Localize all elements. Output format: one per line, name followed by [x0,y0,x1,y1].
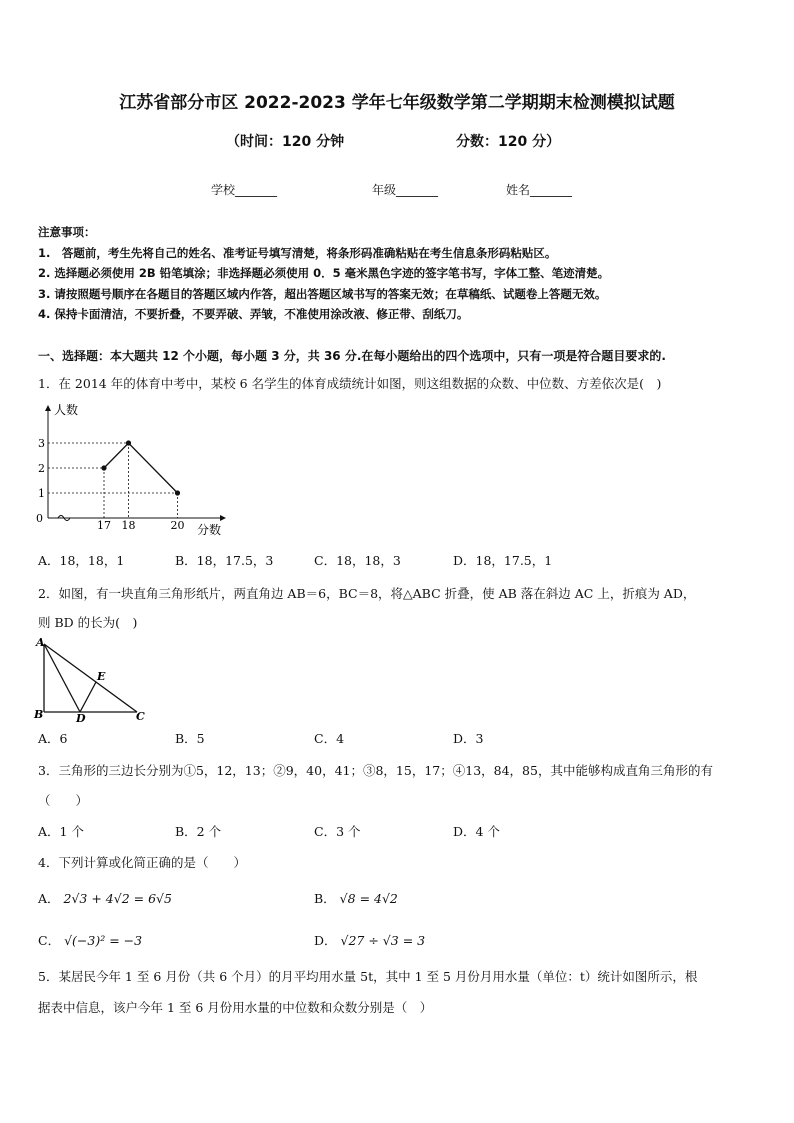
q4-option-b-label: B． [314,891,336,906]
vertex-d: D [76,712,86,725]
y-tick-label: 3 [38,437,45,450]
q2-option-b[interactable]: B．5 [175,731,205,746]
section-heading: 一、选择题：本大题共 12 个小题，每小题 3 分，共 36 分.在每小题给出的四个选项中，只有一项是符合题目要求的. [38,349,666,363]
exam-score: 分数：120 分） [456,134,561,150]
data-point [126,440,131,445]
question-5-text-line2: 据表中信息，该户今年 1 至 6 月份用水量的中位数和众数分别是（ ） [38,1000,433,1015]
vertex-b: B [34,708,44,721]
note-item: 2. 选择题必须使用 2B 铅笔填涂；非选择题必须使用 0．5 毫米黑色字迹的签字笔书写，字体工整、笔迹清楚。 [38,266,610,280]
exam-time: （时间：120 分钟 [226,134,345,150]
q4-option-b-math: √8 = 4√2 [339,891,398,906]
question-2-text-line2: 则 BD 的长为( ) [38,615,138,630]
q4-option-c[interactable] [38,931,142,949]
note-item: 4. 保持卡面清洁，不要折叠，不要弄破、弄皱，不准使用涂改液、修正带、刮纸刀。 [38,307,469,321]
y-tick-label: 1 [38,487,45,500]
q2-option-d[interactable]: D．3 [453,731,484,746]
question-3-text-line2: （ ） [38,793,89,808]
name-field[interactable]: 姓名_______ [506,183,573,197]
q4-option-a[interactable] [38,889,172,907]
y-tick-label: 2 [38,462,45,475]
q4-option-c-label: C． [38,933,61,948]
segment-de [80,682,96,712]
q1-option-a[interactable]: A．18，18，1 [38,553,125,568]
q3-option-a[interactable]: A．1 个 [38,824,84,839]
x-tick-label: 18 [121,519,136,532]
series-line [104,443,178,493]
grade-field[interactable]: 年级_______ [372,183,439,197]
question-3-text-line1: 3．三角形的三边长分别为①5，12，13；②9，40，41；③8，15，17；④13，84，85，其中能够构成直角三角形的有 [38,763,713,778]
x-axis-label: 分数 [197,523,222,537]
q3-option-d[interactable]: D．4 个 [453,824,500,839]
notes-block [38,222,758,325]
q4-option-a-math: 2√3 + 4√2 = 6√5 [63,891,172,906]
question-4-text: 4．下列计算或化简正确的是（ ） [38,855,246,870]
q3-option-b[interactable]: B．2 个 [175,824,222,839]
q1-option-c[interactable]: C．18，18，3 [314,553,401,568]
question-5-text-line1: 5．某居民今年 1 至 6 月份（共 6 个月）的月平均用水量 5t，其中 1 至 5 月份月用水量（单位：t）统计如图所示，根 [38,969,698,984]
q1-option-b[interactable]: B．18，17.5，3 [175,553,274,568]
notes-heading: 注意事项： [38,225,96,239]
q1-option-d[interactable]: D．18，17.5，1 [453,553,553,568]
q4-option-b[interactable] [314,889,398,907]
data-point [175,490,180,495]
x-tick-label: 20 [170,519,185,532]
q4-option-d-label: D． [314,933,337,948]
q4-option-a-label: A． [38,891,60,906]
q2-option-c[interactable]: C．4 [314,731,345,746]
question-2-text-line1: 2．如图，有一块直角三角形纸片，两直角边 AB＝6，BC＝8，将△ABC 折叠，使 AB 落在斜边 AC 上，折痕为 AD， [38,586,696,601]
side-ac [44,644,137,712]
q4-option-d[interactable] [314,931,425,949]
note-item: 3. 请按照题号顺序在各题目的答题区域内作答，超出答题区域书写的答案无效；在草稿纸、试题卷上答题无效。 [38,286,607,301]
note-item: 1. 答题前，考生先将自己的姓名、准考证号填写清楚，将条形码准确粘贴在考生信息条形码粘贴区。 [38,245,557,260]
fold-ad [44,644,80,712]
vertex-c: C [136,710,145,723]
vertex-a: A [36,636,45,649]
q2-option-a[interactable]: A．6 [38,731,68,746]
x-tick-label: 17 [97,519,111,532]
q4-option-c-math: √(−3)² = −3 [64,933,143,948]
question-1-text: 1．在 2014 年的体育中考中，某校 6 名学生的体育成绩统计如图，则这组数据的众数、中位数、方差依次是( ) [38,376,662,391]
school-field[interactable]: 学校_______ [211,183,278,197]
page-title: 江苏省部分市区 2022-2023 学年七年级数学第二学期期末检测模拟试题 [119,93,675,113]
question-2-figure [30,634,160,726]
question-1-chart [30,398,240,538]
q3-option-c[interactable]: C．3 个 [314,824,361,839]
data-point [101,465,106,470]
y-axis-label: 人数 [54,403,79,417]
origin-label: 0 [36,512,43,525]
q4-option-d-math: √27 ÷ √3 = 3 [340,933,426,948]
vertex-e: E [97,670,106,683]
